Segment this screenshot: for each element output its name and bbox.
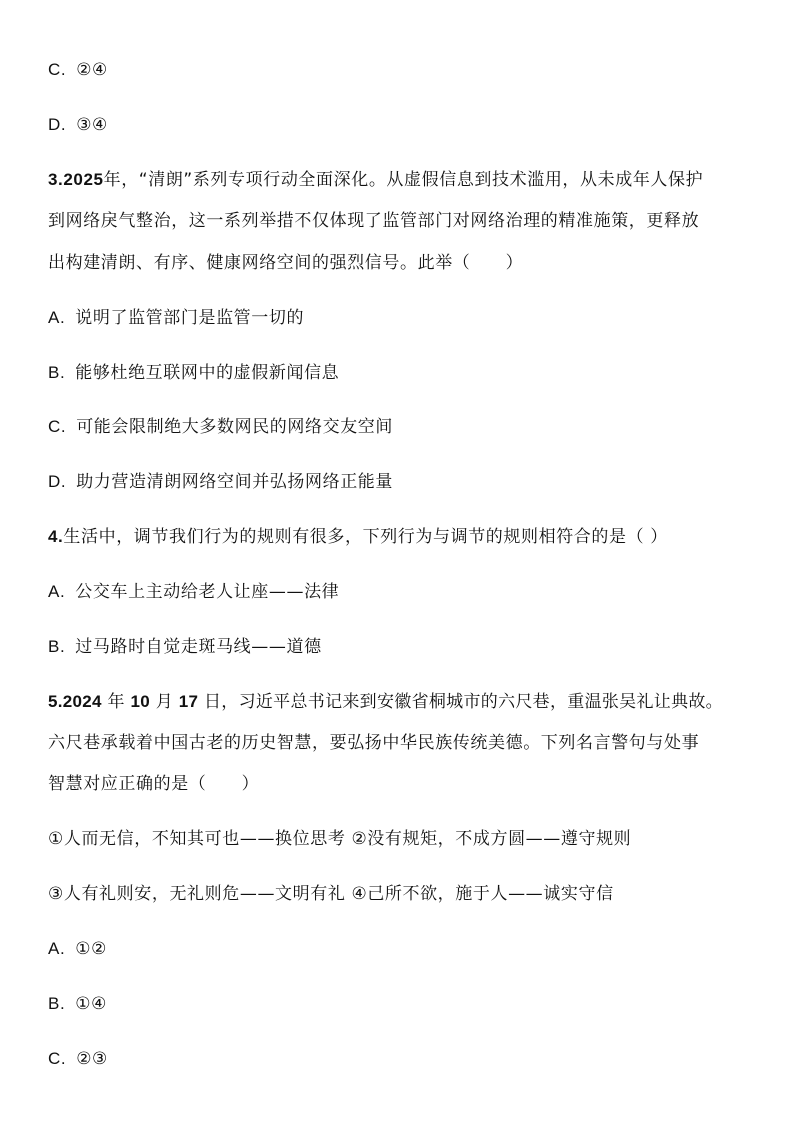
- question-3-option-c: [48, 416, 393, 438]
- question-4-option-a: [48, 581, 339, 603]
- option-letter: B.: [48, 363, 66, 382]
- option-text: 说明了监管部门是监管一切的: [75, 308, 305, 328]
- question-text-part: 日，习近平总书记来到安徽省桐城市的六尺巷，重温张吴礼让典故。: [198, 692, 723, 712]
- option-d-prev: [48, 114, 108, 136]
- question-5-option-a: [48, 938, 107, 960]
- question-3-option-d: [48, 471, 393, 493]
- option-letter: C.: [48, 417, 67, 436]
- question-3-line-3: 出构建清朗、有序、健康网络空间的强烈信号。此举（ ）: [48, 253, 524, 273]
- option-letter: C.: [48, 60, 67, 79]
- question-text: 生活中，调节我们行为的规则有很多，下列行为与调节的规则相符合的是（ ）: [63, 527, 668, 547]
- question-5-line-3: 智慧对应正确的是（ ）: [48, 774, 260, 794]
- month-number: 10: [130, 692, 151, 711]
- question-number: 3.2025: [48, 170, 104, 189]
- question-5-line-1: [48, 691, 723, 713]
- day-number: 17: [178, 692, 199, 711]
- question-5-statement-1: ①人而无信，不知其可也——换位思考 ②没有规矩，不成方圆——遵守规则: [48, 829, 632, 849]
- option-text: ②③: [76, 1049, 108, 1069]
- option-text: ②④: [76, 60, 108, 80]
- option-letter: A.: [48, 939, 66, 958]
- question-3-option-a: [48, 307, 304, 329]
- option-letter: D.: [48, 472, 67, 491]
- question-4-option-b: [48, 636, 322, 658]
- option-c-prev: [48, 59, 108, 81]
- option-letter: D.: [48, 115, 67, 134]
- question-5-option-c: [48, 1048, 108, 1070]
- question-text-part: 年: [101, 692, 131, 712]
- question-text: 年，“清朗”系列专项行动全面深化。从虚假信息到技术滥用，从未成年人保护: [103, 170, 704, 190]
- question-5-option-b: [48, 993, 107, 1015]
- question-5-statement-2: ③人有礼则安，无礼则危——文明有礼 ④己所不欲，施于人——诚实守信: [48, 884, 614, 904]
- option-text: 能够杜绝互联网中的虚假新闻信息: [75, 363, 340, 383]
- option-text: 助力营造清朗网络空间并弘扬网络正能量: [76, 472, 394, 492]
- question-3-line-2: 到网络戾气整治，这一系列举措不仅体现了监管部门对网络治理的精准施策，更释放: [48, 211, 700, 231]
- option-letter: A.: [48, 308, 66, 327]
- option-letter: C.: [48, 1049, 67, 1068]
- question-4-line-1: [48, 526, 668, 548]
- question-number: 5.2024: [48, 692, 102, 711]
- question-number: 4.: [48, 527, 64, 546]
- option-text: 过马路时自觉走斑马线——道德: [75, 637, 322, 657]
- option-text: 公交车上主动给老人让座——法律: [75, 582, 340, 602]
- option-letter: B.: [48, 637, 66, 656]
- option-letter: B.: [48, 994, 66, 1013]
- question-text-part: 月: [150, 692, 179, 712]
- option-text: ③④: [76, 115, 108, 135]
- question-3-option-b: [48, 362, 339, 384]
- option-text: ①②: [75, 939, 107, 959]
- option-letter: A.: [48, 582, 66, 601]
- option-text: ①④: [75, 994, 107, 1014]
- question-3-line-1: [48, 169, 703, 191]
- option-text: 可能会限制绝大多数网民的网络交友空间: [76, 417, 394, 437]
- question-5-line-2: 六尺巷承载着中国古老的历史智慧，要弘扬中华民族传统美德。下列名言警句与处事: [48, 733, 700, 753]
